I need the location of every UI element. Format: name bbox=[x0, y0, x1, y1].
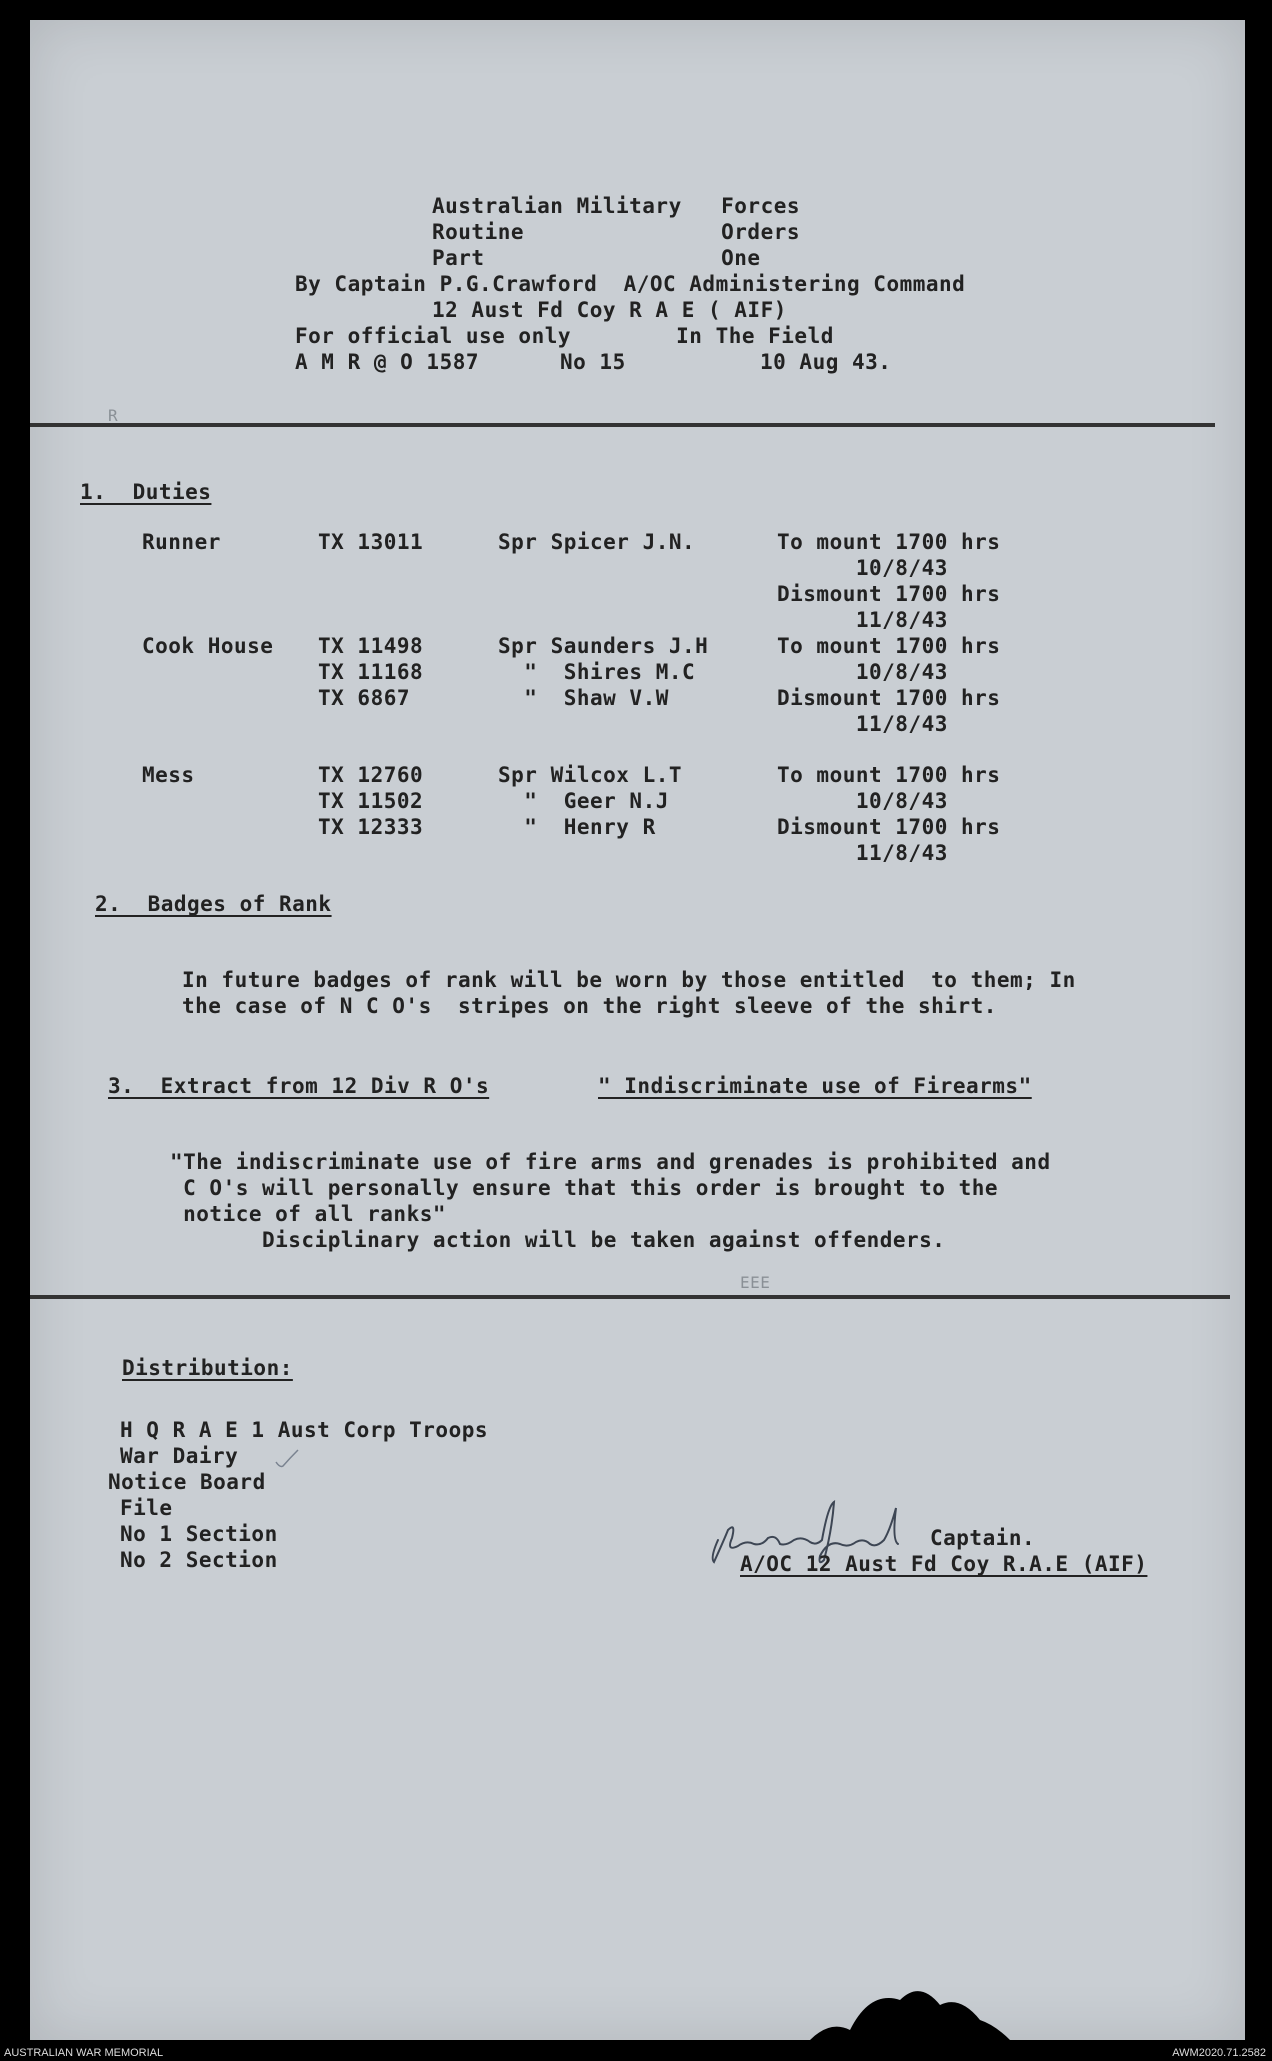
duty-time: 10/8/43 bbox=[777, 789, 948, 813]
duty-type: Cook House bbox=[142, 634, 274, 658]
duty-time: To mount 1700 hrs bbox=[777, 530, 1001, 554]
section-3-subtitle: " Indiscriminate use of Firearms" bbox=[598, 1074, 1032, 1098]
duty-time: 11/8/43 bbox=[777, 712, 948, 736]
header-line-6: For official use only In The Field bbox=[295, 324, 834, 348]
duty-time: Dismount 1700 hrs bbox=[777, 582, 1001, 606]
duty-name: Spr Spicer J.N. bbox=[498, 530, 696, 554]
footer-left: AUSTRALIAN WAR MEMORIAL bbox=[4, 2047, 164, 2059]
duty-tx: TX 11498 bbox=[318, 634, 424, 658]
section-2-title: 2. Badges of Rank bbox=[95, 892, 332, 916]
duty-time: To mount 1700 hrs bbox=[777, 634, 1001, 658]
duty-tx: TX 13011 bbox=[318, 530, 424, 554]
duty-type: Mess bbox=[142, 763, 195, 787]
duty-time: Dismount 1700 hrs bbox=[777, 815, 1001, 839]
header-line-2: Routine Orders bbox=[432, 220, 801, 244]
duty-time: 10/8/43 bbox=[777, 660, 948, 684]
footer-right: AWM2020.71.2582 bbox=[1172, 2047, 1266, 2059]
duty-name: " Henry R bbox=[498, 815, 656, 839]
distribution-title: Distribution: bbox=[122, 1356, 293, 1380]
bottom-rule bbox=[30, 1295, 1230, 1299]
section-3-line-2: C O's will personally ensure that this order is brought to the bbox=[170, 1176, 999, 1200]
list-item: No 2 Section bbox=[120, 1548, 278, 1572]
header-line-5: 12 Aust Fd Coy R A E ( AIF) bbox=[432, 298, 787, 322]
duty-name: " Shaw V.W bbox=[498, 686, 669, 710]
duty-type: Runner bbox=[142, 530, 221, 554]
signature-title: A/OC 12 Aust Fd Coy R.A.E (AIF) bbox=[740, 1552, 1148, 1576]
duty-name: Spr Saunders J.H bbox=[498, 634, 709, 658]
duty-name: " Shires M.C bbox=[498, 660, 696, 684]
duty-tx: TX 11502 bbox=[318, 789, 424, 813]
duty-tx: TX 6867 bbox=[318, 686, 411, 710]
duty-time: 11/8/43 bbox=[777, 841, 948, 865]
header-number: No 15 bbox=[560, 350, 626, 374]
section-3-line-4: Disciplinary action will be taken against offenders. bbox=[170, 1228, 946, 1252]
section-3-title: 3. Extract from 12 Div R O's bbox=[108, 1074, 490, 1098]
torn-edge bbox=[810, 1960, 1010, 2040]
duty-name: Spr Wilcox L.T bbox=[498, 763, 683, 787]
section-2-line-2: the case of N C O's stripes on the right sleeve of the shirt. bbox=[182, 994, 997, 1018]
duty-time: 11/8/43 bbox=[777, 608, 948, 632]
top-rule bbox=[30, 423, 1215, 427]
section-3-line-3: notice of all ranks" bbox=[170, 1202, 447, 1226]
duty-time: 10/8/43 bbox=[777, 556, 948, 580]
section-3-line-1: "The indiscriminate use of fire arms and grenades is prohibited and bbox=[170, 1150, 1051, 1174]
end-mark-eee: EEE bbox=[740, 1273, 771, 1292]
signature-rank: Captain. bbox=[930, 1526, 1036, 1550]
tick-mark-icon bbox=[272, 1448, 302, 1472]
list-item: War Dairy bbox=[120, 1444, 239, 1468]
duty-tx: TX 11168 bbox=[318, 660, 424, 684]
list-item: File bbox=[120, 1496, 173, 1520]
header-line-3: Part One bbox=[432, 246, 761, 270]
duty-time: To mount 1700 hrs bbox=[777, 763, 1001, 787]
document-page bbox=[30, 20, 1245, 2040]
list-item: No 1 Section bbox=[120, 1522, 278, 1546]
list-item: Notice Board bbox=[108, 1470, 266, 1494]
header-line-1: Australian Military Forces bbox=[432, 194, 801, 218]
header-line-4: By Captain P.G.Crawford A/OC Administering Command bbox=[295, 272, 966, 296]
duty-time: Dismount 1700 hrs bbox=[777, 686, 1001, 710]
list-item: H Q R A E 1 Aust Corp Troops bbox=[120, 1418, 489, 1442]
duty-name: " Geer N.J bbox=[498, 789, 669, 813]
section-2-line-1: In future badges of rank will be worn by those entitled to them; In bbox=[182, 968, 1076, 992]
duty-tx: TX 12760 bbox=[318, 763, 424, 787]
duty-tx: TX 12333 bbox=[318, 815, 424, 839]
section-1-title: 1. Duties bbox=[80, 480, 212, 504]
mark-r: R bbox=[108, 406, 119, 425]
header-date: 10 Aug 43. bbox=[760, 350, 892, 374]
header-ref: A M R @ O 1587 bbox=[295, 350, 480, 374]
